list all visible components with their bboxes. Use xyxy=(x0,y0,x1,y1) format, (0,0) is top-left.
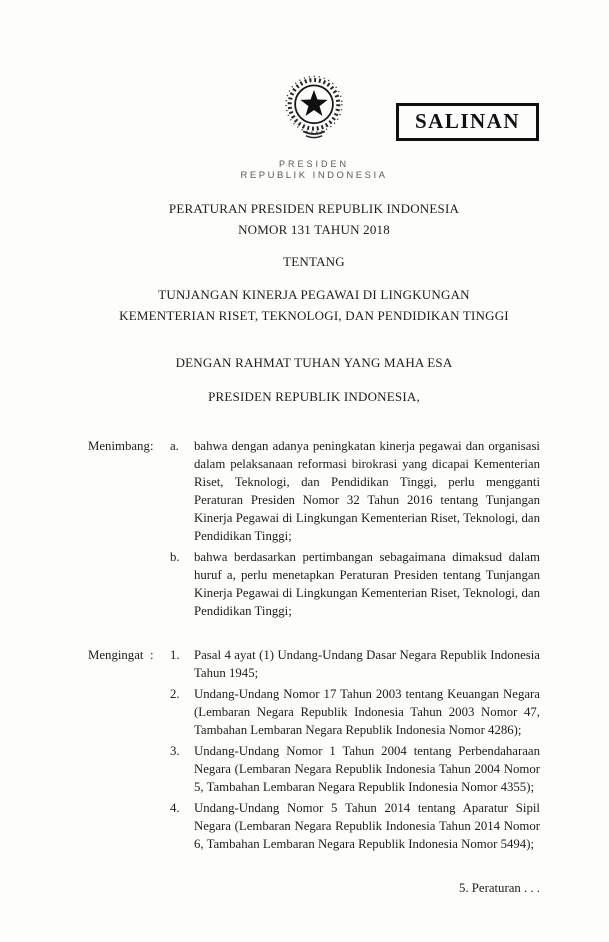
item-marker: 4. xyxy=(170,801,180,815)
list-item xyxy=(170,742,540,796)
item-text: Undang-Undang Nomor 1 Tahun 2004 tentang Perbendaharaan Negara (Lembaran Negara Republik Indonesia Tahun 2004 Nomor 5, Tambahan Lembaran Negara Republik Indonesia Nomor 4355); xyxy=(194,744,540,794)
item-marker: 1. xyxy=(170,648,180,662)
item-marker: 3. xyxy=(170,744,180,758)
subject-line1: TUNJANGAN KINERJA PEGAWAI DI LINGKUNGAN xyxy=(158,287,470,302)
item-marker: b. xyxy=(170,550,180,564)
authority-line: PRESIDEN REPUBLIK INDONESIA, xyxy=(208,389,420,404)
letterhead-presiden: PRESIDEN xyxy=(278,159,349,169)
salinan-stamp: SALINAN xyxy=(396,103,539,141)
menimbang-items xyxy=(170,437,540,620)
list-item xyxy=(170,548,540,620)
regulation-number-line: NOMOR 131 TAHUN 2018 xyxy=(238,222,390,237)
regulation-title-line1: PERATURAN PRESIDEN REPUBLIK INDONESIA xyxy=(168,201,460,216)
list-item xyxy=(170,685,540,739)
subject-line2: KEMENTERIAN RISET, TEKNOLOGI, DAN PENDIDIKAN TINGGI xyxy=(119,308,509,323)
menimbang-clause xyxy=(88,437,540,620)
letterhead xyxy=(88,158,540,182)
letterhead-republik-indonesia: REPUBLIK INDONESIA xyxy=(240,170,388,181)
mengingat-colon: : xyxy=(150,648,154,662)
list-item xyxy=(170,646,540,682)
preamble-body xyxy=(88,437,540,897)
mengingat-label: Mengingat xyxy=(88,648,144,662)
list-item xyxy=(170,799,540,853)
item-text: Undang-Undang Nomor 17 Tahun 2003 tentang Keuangan Negara (Lembaran Negara Republik Indonesia Tahun 2003 Nomor 47, Tambahan Lembaran Negara Republik Indonesia Nomor 4286); xyxy=(194,687,540,737)
list-item xyxy=(170,437,540,545)
item-text: bahwa dengan adanya peningkatan kinerja pegawai dan organisasi dalam pelaksanaan reformasi birokrasi yang dicapai Kementerian Riset, Teknologi, dan Pendidikan Tinggi, perlu mengganti Peraturan Presiden Nomor 32 Tahun 2016 tentang Tunjangan Kinerja Pegawai di Lingkungan Kementerian Riset, Teknologi, dan Pendidikan Tinggi; xyxy=(194,439,540,543)
menimbang-colon: : xyxy=(150,439,154,453)
title-block xyxy=(88,198,540,407)
item-marker: 2. xyxy=(170,687,180,701)
national-emblem-icon xyxy=(269,66,359,148)
mengingat-clause xyxy=(88,646,540,853)
item-marker: a. xyxy=(170,439,179,453)
item-text: Pasal 4 ayat (1) Undang-Undang Dasar Negara Republik Indonesia Tahun 1945; xyxy=(194,648,540,680)
item-text: Undang-Undang Nomor 5 Tahun 2014 tentang Aparatur Sipil Negara (Lembaran Negara Republik Indonesia Tahun 2014 Nomor 6, Tambahan Lembaran Negara Republik Indonesia Nomor 5494); xyxy=(194,801,540,851)
mengingat-items xyxy=(170,646,540,853)
tentang-word: TENTANG xyxy=(283,254,345,269)
page-catchword: 5. Peraturan . . . xyxy=(458,881,540,895)
grace-line: DENGAN RAHMAT TUHAN YANG MAHA ESA xyxy=(175,355,453,370)
item-text: bahwa berdasarkan pertimbangan sebagaimana dimaksud dalam huruf a, perlu menetapkan Peraturan Presiden tentang Tunjangan Kinerja Pegawai di Lingkungan Kementerian Riset, Teknologi, dan Pendidikan Tinggi; xyxy=(194,550,540,618)
menimbang-label: Menimbang xyxy=(88,439,150,453)
